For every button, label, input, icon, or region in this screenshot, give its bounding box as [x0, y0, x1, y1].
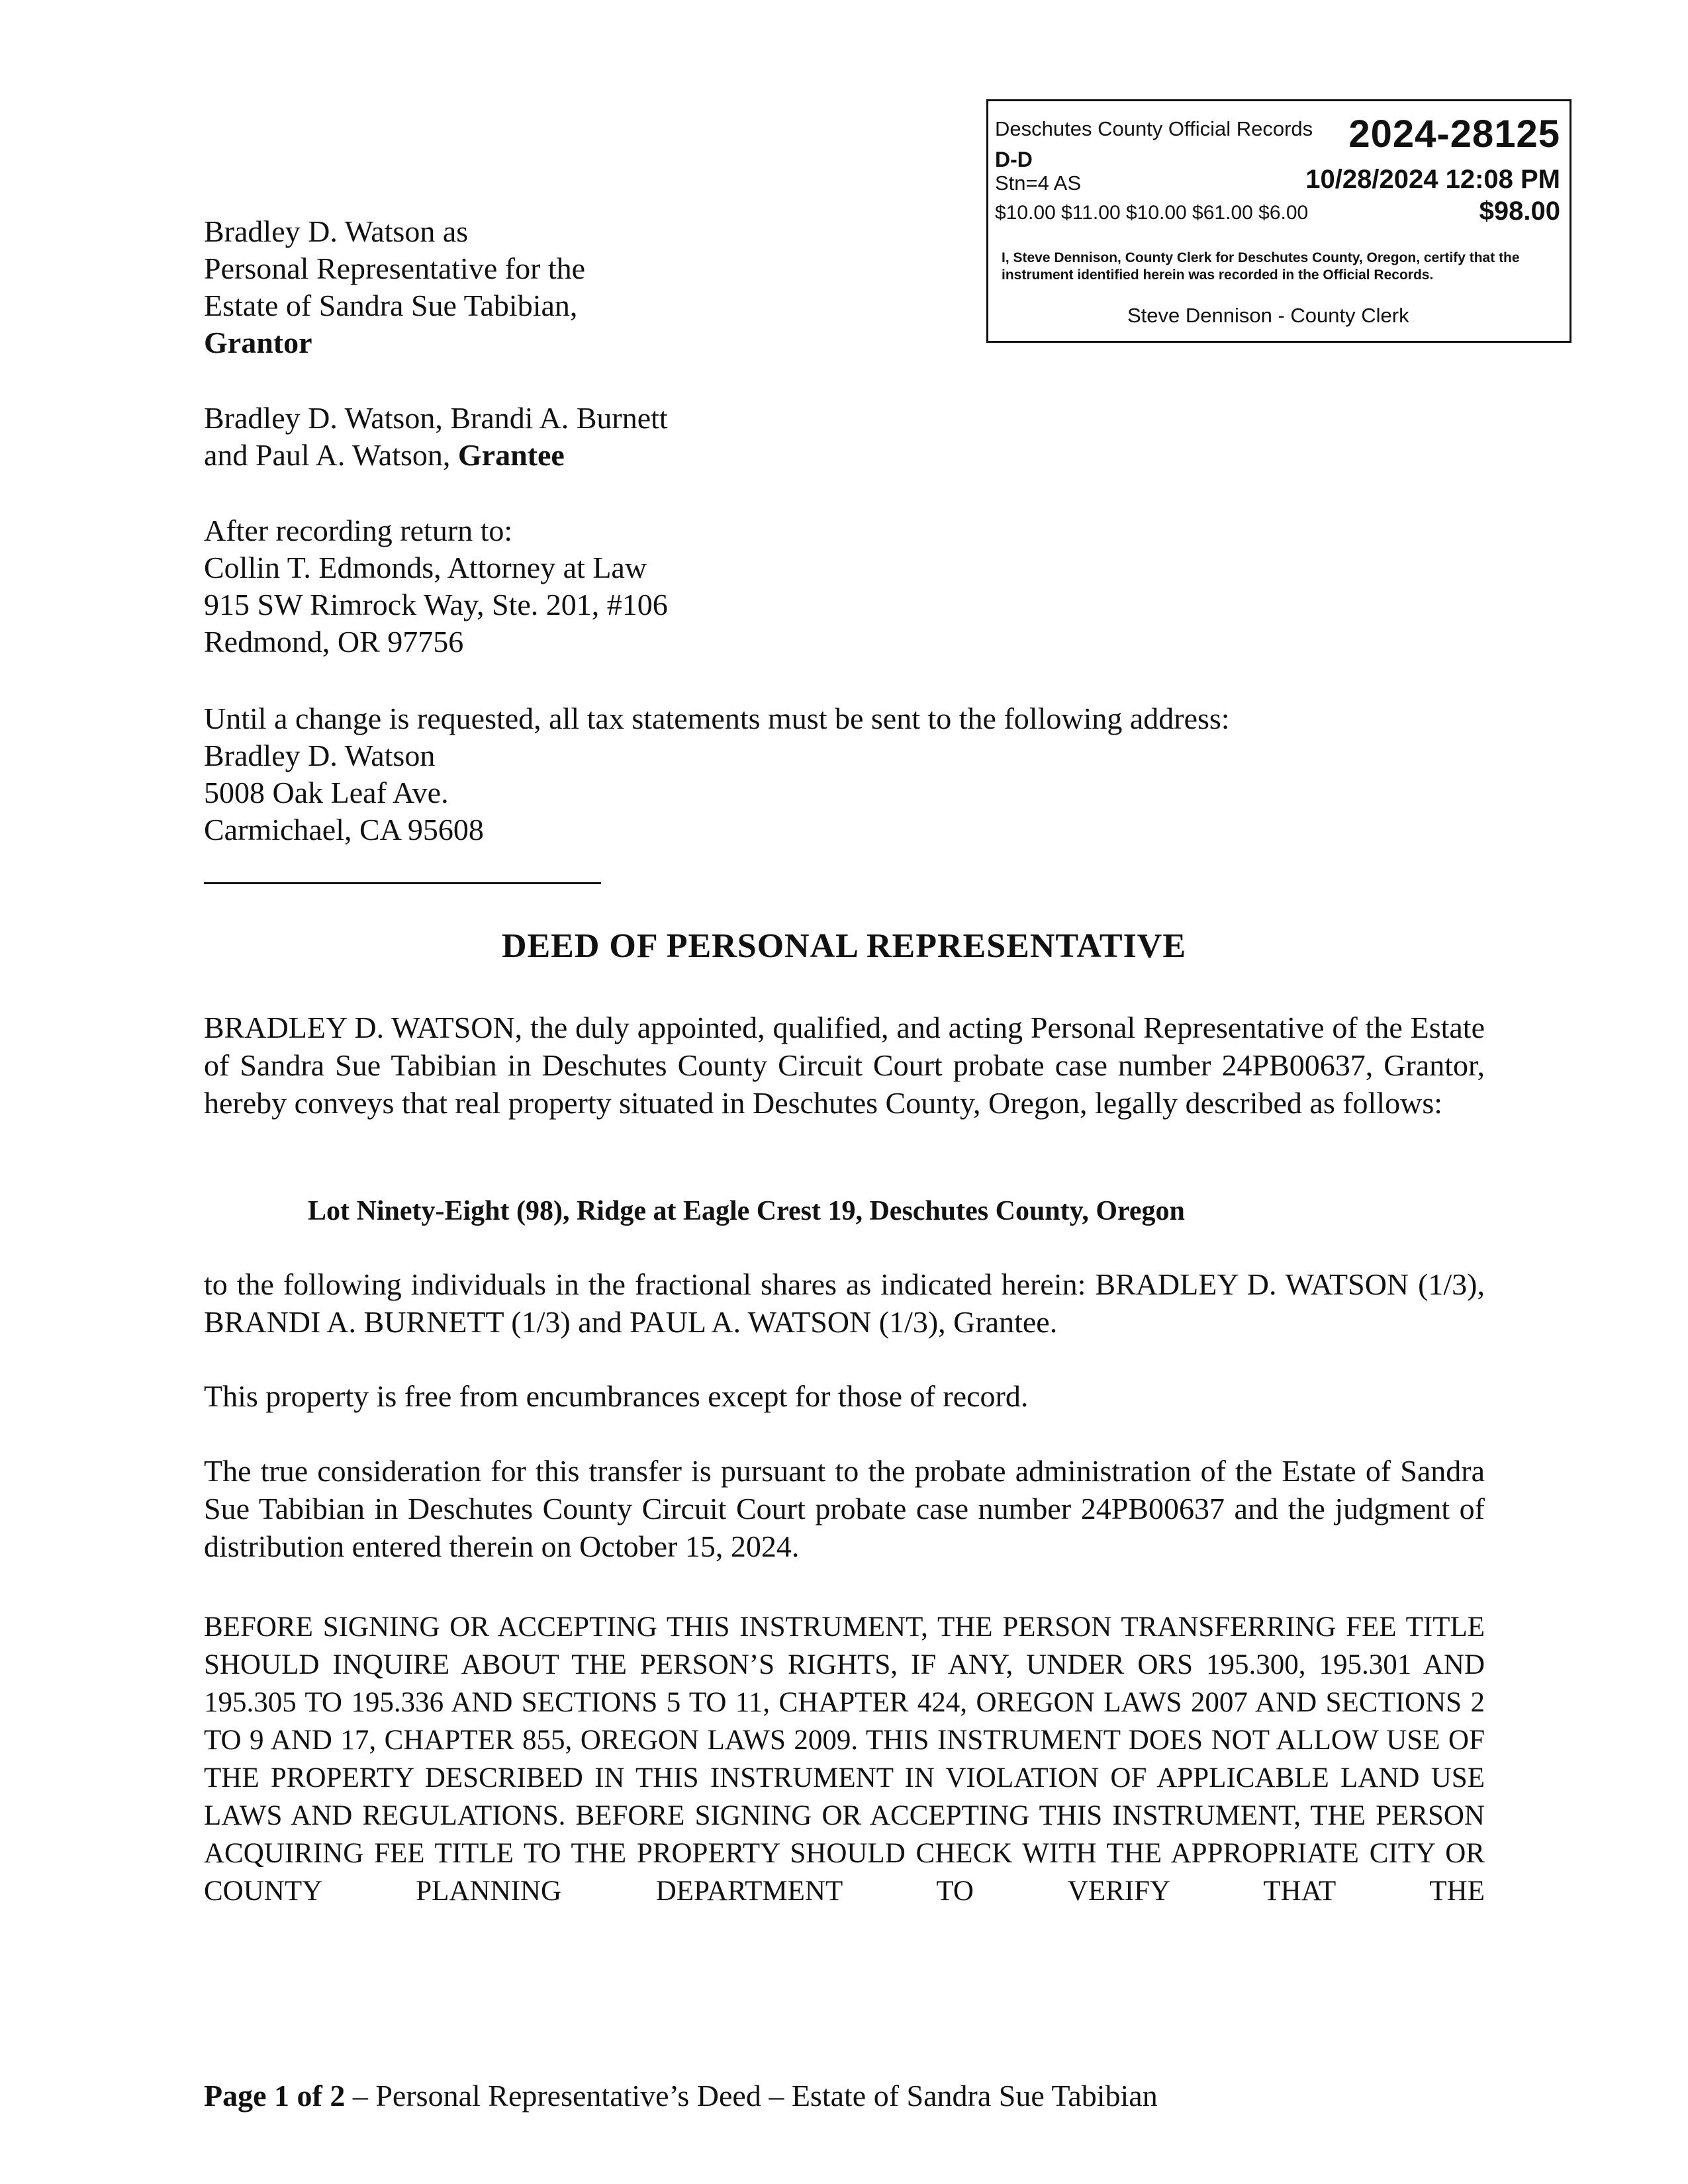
- tax-city: Carmichael, CA 95608: [204, 813, 484, 846]
- footer-description: – Personal Representative’s Deed – Estate of Sandra Sue Tabibian: [345, 2079, 1158, 2113]
- stamp-datetime: 10/28/2024 12:08 PM: [1305, 165, 1560, 194]
- grantee-shares-paragraph: to the following individuals in the fractional shares as indicated herein: BRADLEY D. WATSON (1/3), BRANDI A. BURNETT (1/3) and PAUL A. WATSON (1/3), Grantee.: [204, 1267, 1485, 1339]
- return-address-block: [204, 512, 668, 660]
- stamp-station: Stn=4 AS: [995, 171, 1082, 195]
- tax-heading: Until a change is requested, all tax statements must be sent to the following address:: [204, 702, 1230, 735]
- encumbrances-paragraph: This property is free from encumbrances except for those of record.: [204, 1379, 1029, 1413]
- stamp-total: $98.00: [1479, 197, 1560, 226]
- grantee-line: Bradley D. Watson, Brandi A. Burnett: [204, 401, 668, 435]
- stamp-clerk: Steve Dennison - County Clerk: [1127, 304, 1409, 327]
- stamp-certification: I, Steve Dennison, County Clerk for Deschutes County, Oregon, certify that the instrument identified herein was recorded in the Official Records.: [1002, 250, 1520, 283]
- legal-description: Lot Ninety-Eight (98), Ridge at Eagle Crest 19, Deschutes County, Oregon: [308, 1196, 1185, 1226]
- grantee-line: and Paul A. Watson,: [204, 438, 458, 472]
- stamp-doc-type: D-D: [995, 148, 1033, 171]
- page-number: Page 1 of 2: [204, 2079, 346, 2113]
- tax-street: 5008 Oak Leaf Ave.: [204, 776, 449, 809]
- page-footer: [204, 2078, 1158, 2113]
- return-heading: After recording return to:: [204, 514, 513, 547]
- tax-address-block: [204, 700, 1230, 848]
- grantor-line: Bradley D. Watson as: [204, 214, 469, 248]
- grantor-role: Grantor: [204, 326, 312, 359]
- stamp-office: Deschutes County Official Records: [995, 117, 1313, 140]
- consideration-paragraph: The true consideration for this transfer is pursuant to the probate administration of the Estate of Sandra Sue Tabibian in Deschutes County Circuit Court probate case number 24PB00637 and the judgment of distribution entered therein on October 15, 2024.: [204, 1454, 1485, 1563]
- divider-rule: [204, 882, 601, 884]
- return-street: 915 SW Rimrock Way, Ste. 201, #106: [204, 588, 668, 621]
- grantor-block: [204, 213, 585, 361]
- return-city: Redmond, OR 97756: [204, 625, 464, 659]
- tax-name: Bradley D. Watson: [204, 739, 436, 772]
- grantee-role: Grantee: [457, 438, 565, 472]
- grantee-block: [204, 400, 668, 474]
- grantor-line: Personal Representative for the: [204, 251, 586, 285]
- document-title: DEED OF PERSONAL REPRESENTATIVE: [501, 927, 1187, 965]
- conveyance-paragraph: BRADLEY D. WATSON, the duly appointed, qualified, and acting Personal Representative of the Estate of Sandra Sue Tabibian in Deschutes County Circuit Court probate case number 24PB00637, Grantor, hereby conveys that real property situated in Deschutes County, Oregon, legally described as follows:: [204, 1011, 1485, 1120]
- return-name: Collin T. Edmonds, Attorney at Law: [204, 551, 647, 584]
- stamp-fees: $10.00 $11.00 $10.00 $61.00 $6.00: [995, 202, 1309, 224]
- stamp-document-number: 2024-28125: [1348, 113, 1560, 156]
- recording-stamp: [986, 99, 1571, 343]
- grantor-line: Estate of Sandra Sue Tabibian,: [204, 289, 578, 322]
- statutory-notice: BEFORE SIGNING OR ACCEPTING THIS INSTRUMENT, THE PERSON TRANSFERRING FEE TITLE SHOULD INQUIRE ABOUT THE PERSON’S RIGHTS, IF ANY, UNDER ORS 195.300, 195.301 AND 195.305 TO 195.336 AND SECTIONS 5 TO 11, CHAPTER 424, OREGON LAWS 2007 AND SECTIONS 2 TO 9 AND 17, CHAPTER 855, OREGON LAWS 2009. THIS INSTRUMENT DOES NOT ALLOW USE OF THE PROPERTY DESCRIBED IN THIS INSTRUMENT IN VIOLATION OF APPLICABLE LAND USE LAWS AND REGULATIONS. BEFORE SIGNING OR ACCEPTING THIS INSTRUMENT, THE PERSON ACQUIRING FEE TITLE TO THE PROPERTY SHOULD CHECK WITH THE APPROPRIATE CITY OR COUNTY PLANNING DEPARTMENT TO VERIFY THAT THE: [204, 1612, 1485, 1907]
